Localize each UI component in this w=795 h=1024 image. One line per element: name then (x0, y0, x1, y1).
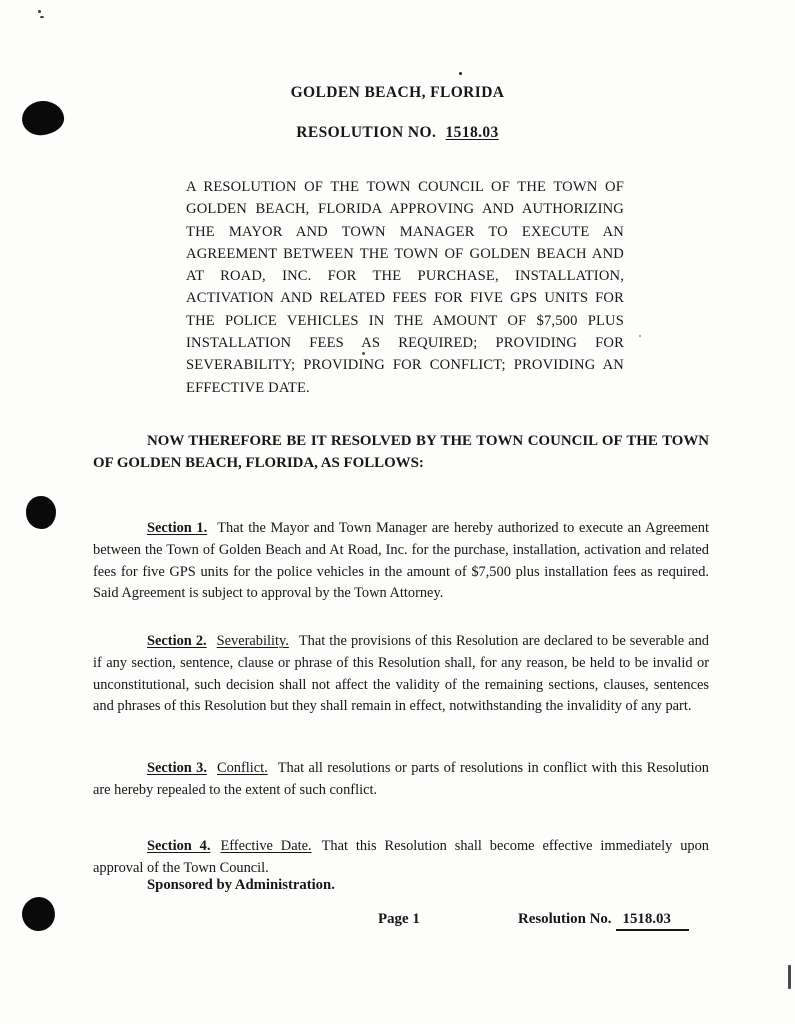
footer-resolution-label: Resolution No. (518, 911, 612, 927)
section-4-number: Section 4. (147, 838, 211, 855)
section-4-title: Effective Date. (220, 838, 312, 855)
ink-blob-middle (26, 496, 56, 529)
sponsor-line: Sponsored by Administration. (147, 877, 335, 893)
page-number: Page 1 (378, 911, 420, 927)
ink-blob-bottom (21, 896, 56, 932)
footer-resolution-value: 1518.03 (616, 911, 689, 931)
section-3-title: Conflict. (216, 760, 268, 777)
section-1-number: Section 1. (147, 520, 208, 537)
scan-speck (459, 72, 462, 75)
resolution-number-label: RESOLUTION NO. (296, 124, 437, 141)
section-2-number: Section 2. (147, 633, 207, 650)
section-2 (93, 631, 709, 717)
section-4-text: That this Resolution shall become effective immediately upon approval of the Town Council. (93, 838, 709, 876)
section-2-title: Severability. (216, 633, 289, 650)
resolution-summary: A RESOLUTION OF THE TOWN COUNCIL OF THE TOWN OF GOLDEN BEACH, FLORIDA APPROVING AND AUTHORIZING THE MAYOR AND TOWN MANAGER TO EXECUTE AN AGREEMENT BETWEEN THE TOWN OF GOLDEN BEACH AND AT ROAD, INC. FOR THE PURCHASE, INSTALLATION, ACTIVATION AND RELATED FEES FOR FIVE GPS UNITS FOR THE POLICE VEHICLES IN THE AMOUNT OF $7,500 PLUS INSTALLATION FEES AS REQUIRED; PROVIDING FOR SEVERABILITY; PROVIDING FOR CONFLICT; PROVIDING AN EFFECTIVE DATE. (186, 179, 624, 396)
scan-speck (40, 16, 44, 18)
section-3-number: Section 3. (147, 760, 207, 777)
section-4 (93, 836, 709, 879)
scan-speck (639, 335, 641, 337)
section-3 (93, 758, 709, 801)
resolution-number-heading (0, 124, 795, 142)
section-1 (93, 518, 709, 604)
section-1-text: That the Mayor and Town Manager are hereby authorized to execute an Agreement between the Town of Golden Beach and At Road, Inc. for the purchase, installation, activation and related fees for five GPS units for the police vehicles in the amount of $7,500 plus installation fees as required. Said Agreement is subject to approval by the Town Attorney. (93, 520, 709, 602)
document-title: GOLDEN BEACH, FLORIDA (290, 84, 505, 101)
footer-resolution-number (518, 911, 689, 931)
scan-edge-mark (788, 965, 791, 989)
section-3-text: That all resolutions or parts of resolutions in conflict with this Resolution are hereby repealed to the extent of such conflict. (93, 760, 709, 798)
section-2-text: That the provisions of this Resolution are declared to be severable and if any section, sentence, clause or phrase of this Resolution shall, for any reason, be held to be invalid or unconstitutional, such decision shall not affect the validity of the remaining sections, clauses, sentences and phrases of this Resolution but they shall remain in effect, notwithstanding the invalidity of any part. (93, 633, 709, 715)
resolved-clause: NOW THEREFORE BE IT RESOLVED BY THE TOWN COUNCIL OF THE TOWN OF GOLDEN BEACH, FLORIDA, AS FOLLOWS: (93, 433, 709, 471)
scan-speck (38, 10, 41, 13)
resolution-number-value: 1518.03 (445, 124, 499, 141)
